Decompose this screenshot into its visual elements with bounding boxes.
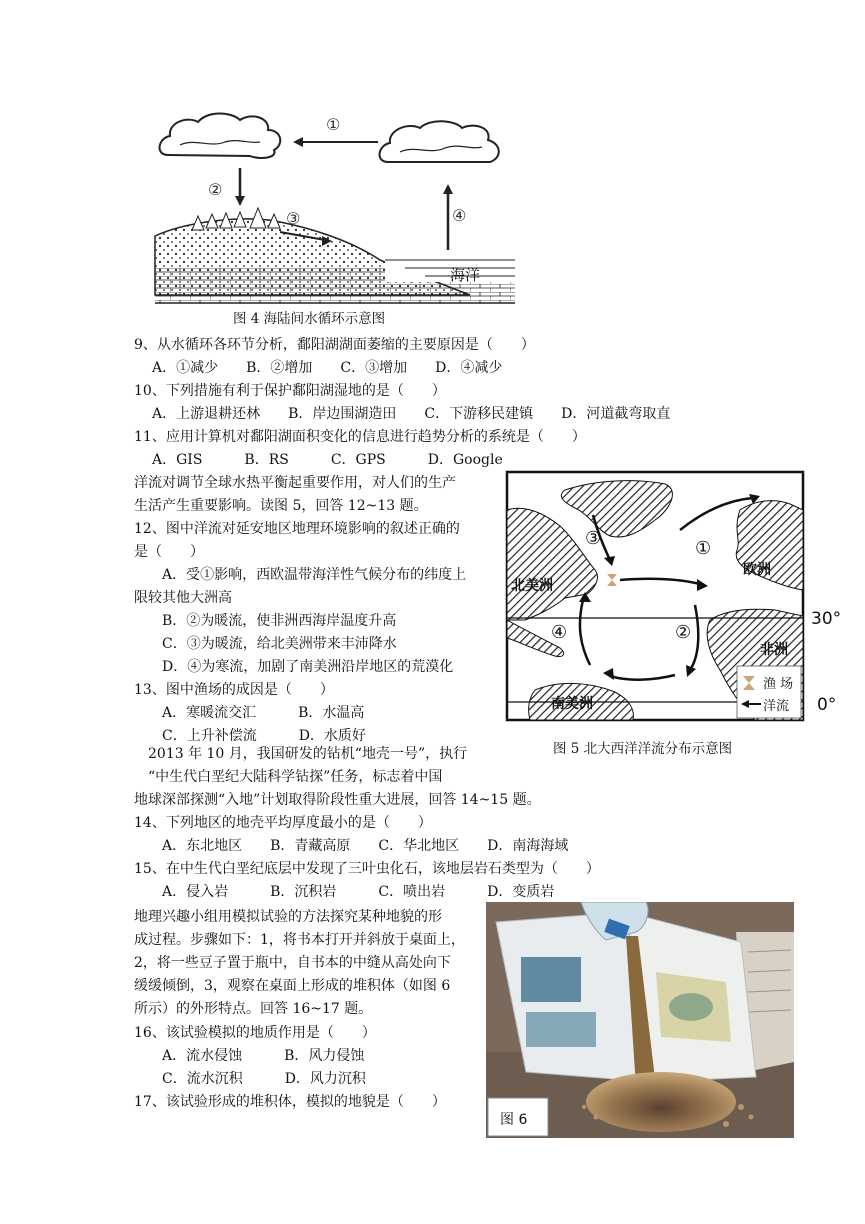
current-label-2: ② xyxy=(675,622,692,643)
question-15-stem: 15、在中生代白垩纪底层中发现了三叶虫化石，该地层岩石类型为（ ） xyxy=(134,861,600,877)
question-14-options: A．东北地区 B．青藏高原 C．华北地区 D．南海海域 xyxy=(162,838,569,854)
legend-current-label: 洋流 xyxy=(763,699,790,714)
figure-4-caption: 图 4 海陆间水循环示意图 xyxy=(233,311,386,327)
bean-pile xyxy=(586,1072,736,1132)
question-14-stem: 14、下列地区的地壳平均厚度最小的是（ ） xyxy=(134,815,432,831)
question-16-stem: 16、该试验模拟的地质作用是（ ） xyxy=(134,1025,376,1041)
question-15-options: A．侵入岩 B．沉积岩 C．喷出岩 D．变质岩 xyxy=(162,884,555,900)
label-circle-2: ② xyxy=(208,180,223,199)
intro-12-13-line-2: 生活产生重要影响。读图 5，回答 12~13 题。 xyxy=(134,498,428,514)
intro-16-17-line-5: 所示）的外形特点。回答 16~17 题。 xyxy=(134,1001,373,1017)
latitude-30-label: 30° xyxy=(811,609,842,629)
question-16-options-row-1: A．流水侵蚀 B．风力侵蚀 xyxy=(162,1048,365,1064)
figure-5-caption: 图 5 北大西洋洋流分布示意图 xyxy=(553,741,733,757)
label-europe: 欧洲 xyxy=(743,562,771,578)
question-9-stem: 9、从水循环各环节分析，鄱阳湖湖面萎缩的主要原因是（ ） xyxy=(134,337,535,353)
legend-fishery-label: 渔 场 xyxy=(763,677,794,692)
intro-16-17-line-1: 地理兴趣小组用模拟试验的方法探究某种地貌的形 xyxy=(134,909,442,925)
question-12-option-b: B．②为暖流，使非洲西海岸温度升高 xyxy=(162,613,397,629)
question-12-stem-1: 12、图中洋流对延安地区地理环境影响的叙述正确的 xyxy=(134,521,460,537)
question-13-options-row-2: C．上升补偿流 D．水质好 xyxy=(162,728,366,744)
question-10-options: A．上游退耕还林 B．岸边围湖造田 C．下游移民建镇 D．河道截弯取直 xyxy=(152,406,671,422)
intro-16-17-line-2: 成过程。步骤如下：1，将书本打开并斜放于桌面上， xyxy=(134,932,465,948)
label-circle-3: ③ xyxy=(286,209,301,228)
question-12-stem-2: 是（ ） xyxy=(134,544,204,560)
figure-6-photo xyxy=(486,902,794,1138)
intro-14-15-line-1: 2013 年 10 月，我国研发的钻机“地壳一号”，执行 xyxy=(148,746,468,762)
current-label-3: ③ xyxy=(585,528,602,549)
question-17-stem: 17、该试验形成的堆积体，模拟的地貌是（ ） xyxy=(134,1094,446,1110)
left-cloud xyxy=(160,114,281,159)
current-label-1: ① xyxy=(695,538,712,559)
question-16-options-row-2: C．流水沉积 D．风力沉积 xyxy=(162,1071,366,1087)
right-cloud xyxy=(380,121,499,162)
intro-16-17-line-4: 缓缓倾倒，3，观察在桌面上形成的堆积体（如图 6 xyxy=(134,978,451,994)
question-11-options: A．GIS B．RS C．GPS D．Google xyxy=(152,452,503,468)
latitude-0-label: 0° xyxy=(817,695,837,715)
question-11-stem: 11、应用计算机对鄱阳湖面积变化的信息进行趋势分析的系统是（ ） xyxy=(134,429,586,445)
intro-12-13-line-1: 洋流对调节全球水热平衡起重要作用，对人们的生产 xyxy=(134,475,456,491)
label-circle-4: ④ xyxy=(452,206,467,225)
label-ocean: 海洋 xyxy=(450,266,481,284)
question-12-option-d: D．④为寒流，加剧了南美洲沿岸地区的荒漠化 xyxy=(162,659,454,675)
question-13-stem: 13、图中渔场的成因是（ ） xyxy=(134,682,334,698)
question-13-options-row-1: A．寒暖流交汇 B．水温高 xyxy=(162,705,365,721)
question-12-option-a-1: A．受①影响，西欧温带海洋性气候分布的纬度上 xyxy=(162,567,467,583)
question-9-options: A．①减少 B．②增加 C．③增加 D．④减少 xyxy=(152,360,503,376)
intro-14-15-line-3: 地球深部探测“入地”计划取得阶段性重大进展，回答 14~15 题。 xyxy=(134,792,541,808)
intro-16-17-line-3: 2，将一些豆子置于瓶中，自书本的中缝从高处向下 xyxy=(134,955,451,971)
figure-6-label: 图 6 xyxy=(500,1112,528,1128)
figure-5-north-atlantic-currents-map xyxy=(505,470,860,725)
current-label-4: ④ xyxy=(551,622,568,643)
question-10-stem: 10、下列措施有利于保护鄱阳湖湿地的是（ ） xyxy=(134,383,446,399)
label-africa: 非洲 xyxy=(760,642,788,658)
label-north-america: 北美洲 xyxy=(511,578,553,594)
intro-14-15-line-2: “中生代白垩纪大陆科学钻探”任务，标志着中国 xyxy=(148,769,443,785)
question-12-option-c: C．③为暖流，给北美洲带来丰沛降水 xyxy=(162,636,397,652)
label-circle-1: ① xyxy=(326,115,341,134)
question-12-option-a-2: 限较其他大洲高 xyxy=(134,590,232,606)
label-south-america: 南美洲 xyxy=(551,696,593,712)
figure-4-water-cycle-diagram xyxy=(150,100,520,310)
